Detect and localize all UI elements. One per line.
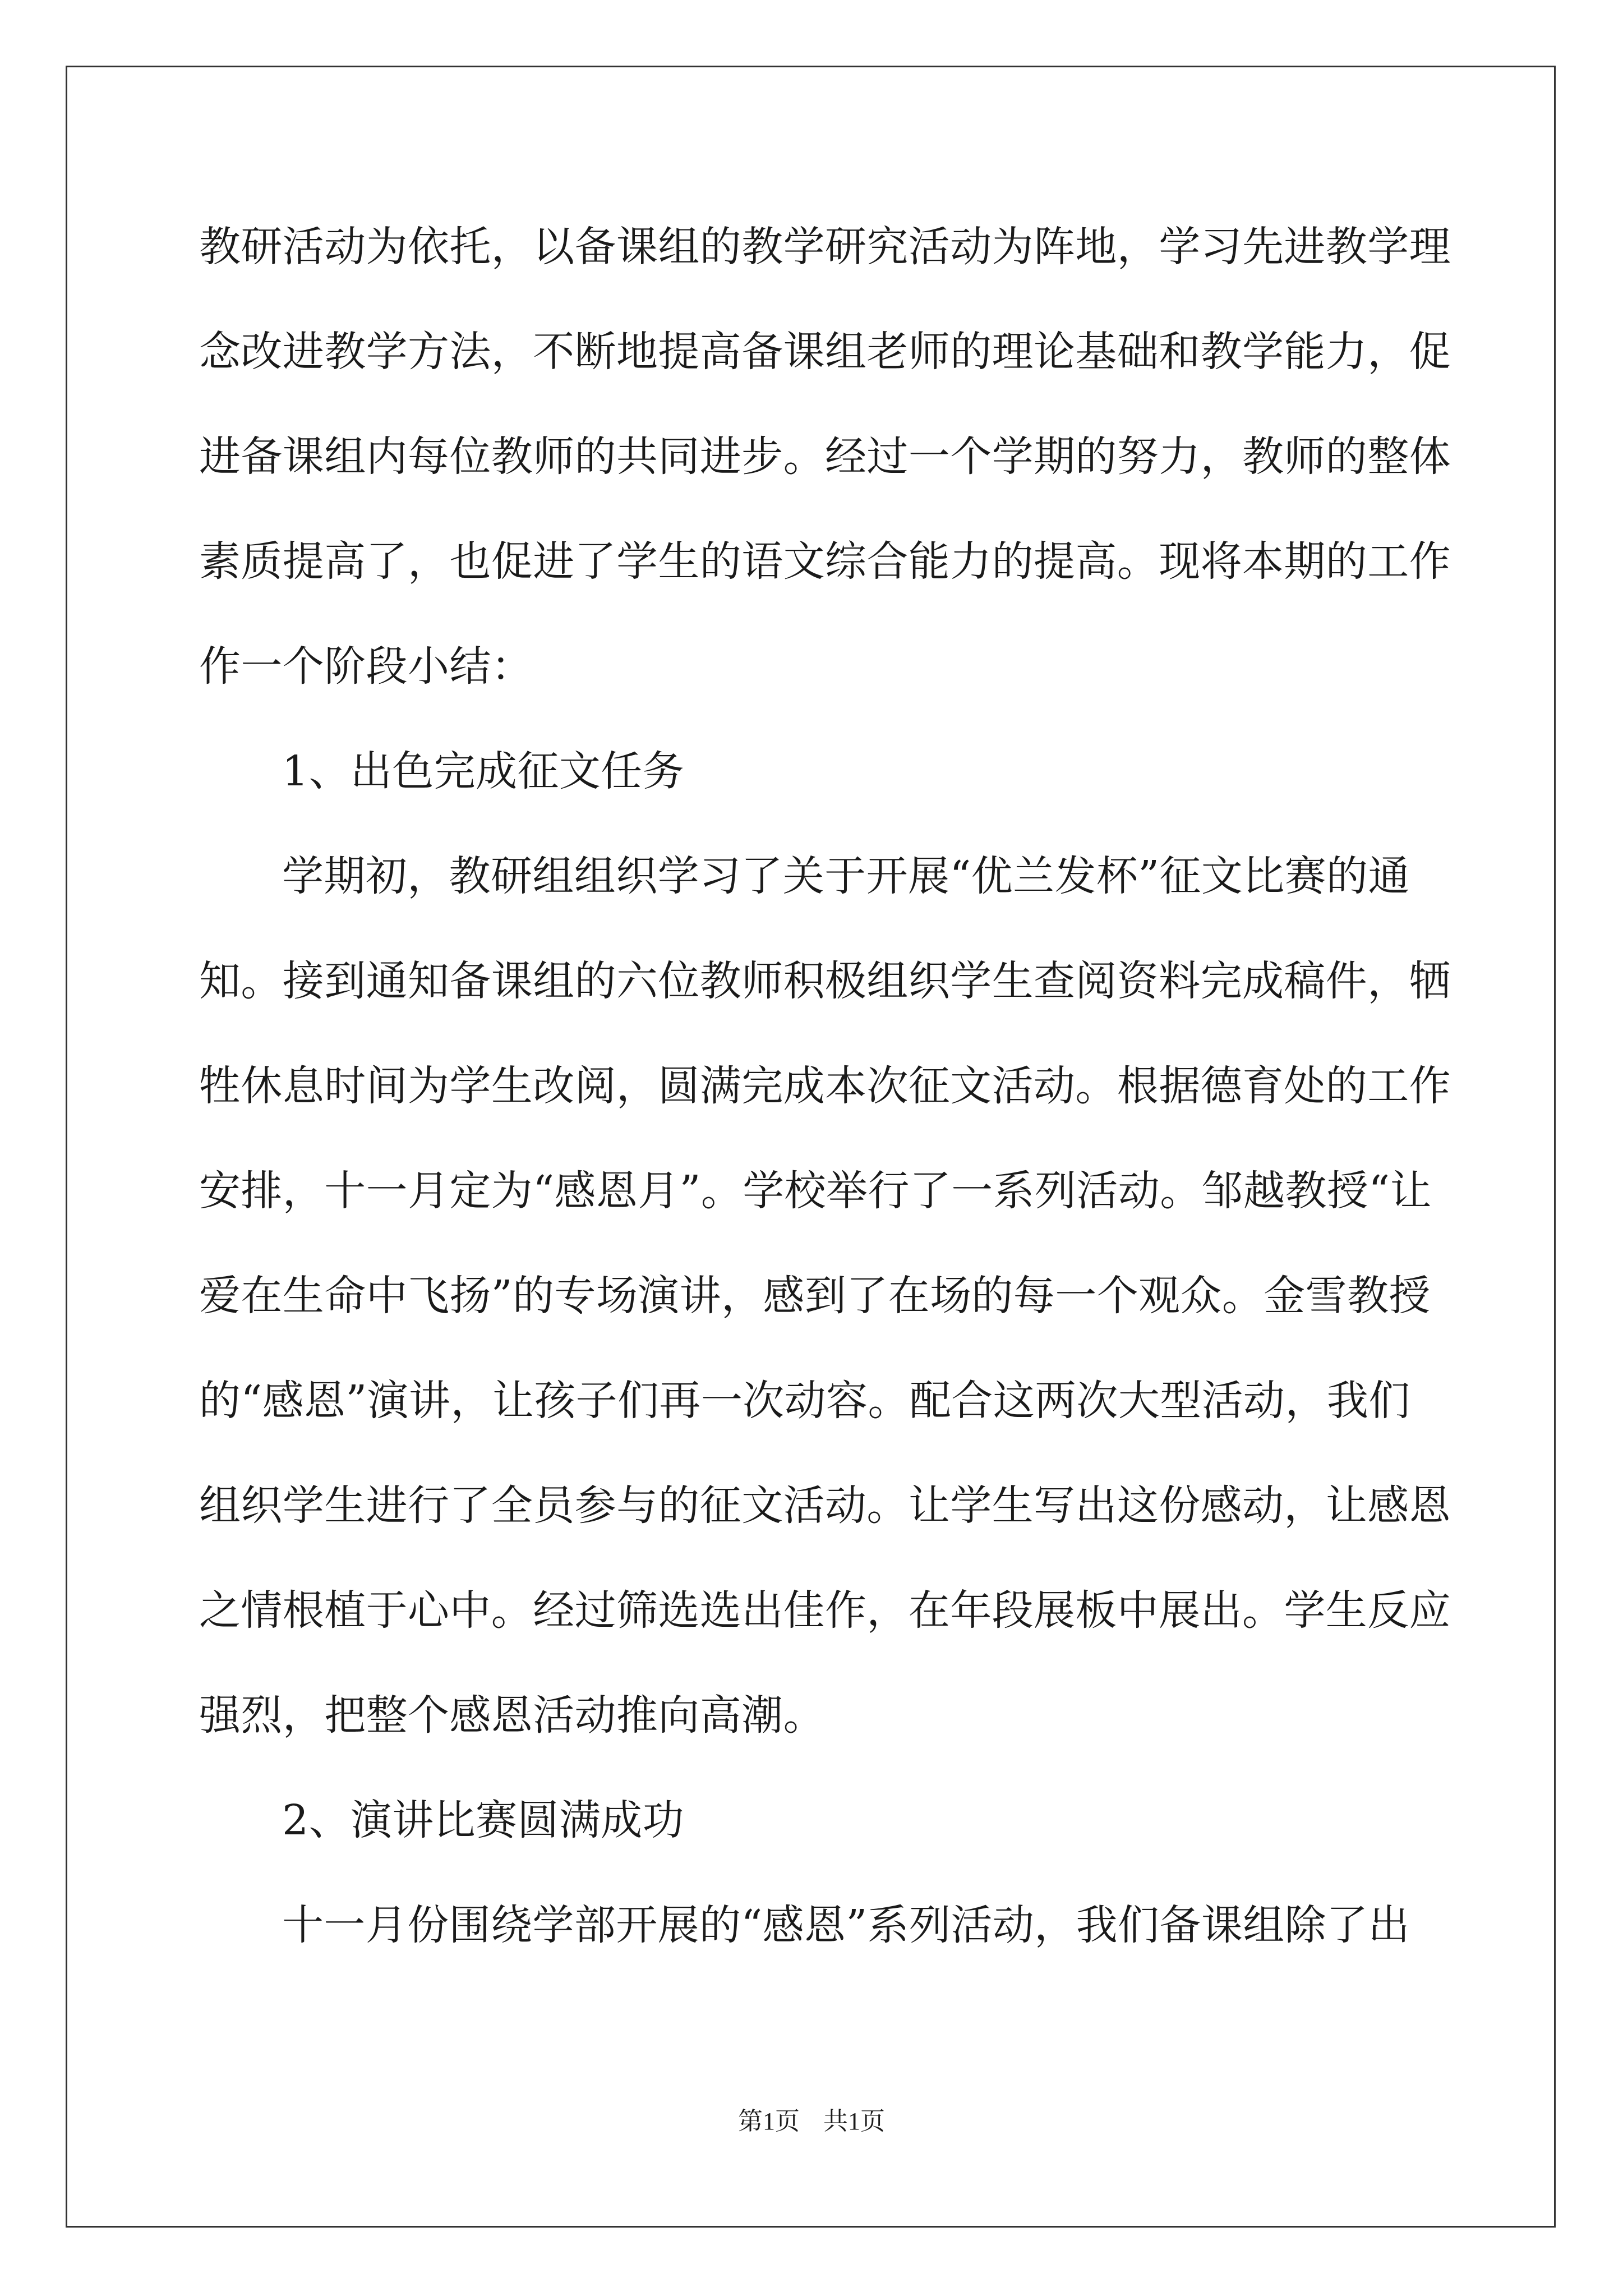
section-heading: 2、演讲比赛圆满成功 xyxy=(282,1796,685,1844)
paragraph-line: 作一个阶段小结： xyxy=(199,642,533,691)
page-footer xyxy=(0,2105,1623,2138)
paragraph-line: 念改进教学方法，不断地提高备课组老师的理论基础和教学能力，促 xyxy=(199,328,1451,376)
paragraph-line: 十一月份围绕学部开展的“感恩”系列活动，我们备课组除了出 xyxy=(282,1901,1410,1949)
paragraph-line: 组织学生进行了全员参与的征文活动。让学生写出这份感动，让感恩 xyxy=(199,1481,1451,1530)
paragraph-line: 牲休息时间为学生改阅，圆满完成本次征文活动。根据德育处的工作 xyxy=(199,1062,1451,1110)
paragraph-line: 教研活动为依托，以备课组的教学研究活动为阵地，学习先进教学理 xyxy=(199,223,1451,271)
paragraph-line: 知。接到通知备课组的六位教师积极组织学生查阅资料完成稿件，牺 xyxy=(199,957,1451,1005)
paragraph-line: 安排，十一月定为“感恩月”。学校举行了一系列活动。邹越教授“让 xyxy=(199,1167,1432,1215)
paragraph-line: 素质提高了，也促进了学生的语文综合能力的提高。现将本期的工作 xyxy=(199,537,1451,586)
paragraph-line: 强烈，把整个感恩活动推向高潮。 xyxy=(199,1691,825,1740)
paragraph-line: 爱在生命中飞扬”的专场演讲，感到了在场的每一个观众。金雪教授 xyxy=(199,1272,1431,1320)
paragraph-line: 的“感恩”演讲，让孩子们再一次动容。配合这两次大型活动，我们 xyxy=(199,1377,1410,1425)
page-total: 共1页 xyxy=(823,2108,885,2135)
page-number: 第1页 xyxy=(738,2108,800,2135)
paragraph-line: 之情根植于心中。经过筛选选出佳作，在年段展板中展出。学生反应 xyxy=(199,1586,1451,1635)
paragraph-line: 进备课组内每位教师的共同进步。经过一个学期的努力，教师的整体 xyxy=(199,432,1451,481)
section-heading: 1、出色完成征文任务 xyxy=(282,747,685,795)
paragraph-line: 学期初，教研组组织学习了关于开展“优兰发杯”征文比赛的通 xyxy=(282,852,1410,900)
document-body xyxy=(199,216,1451,1999)
